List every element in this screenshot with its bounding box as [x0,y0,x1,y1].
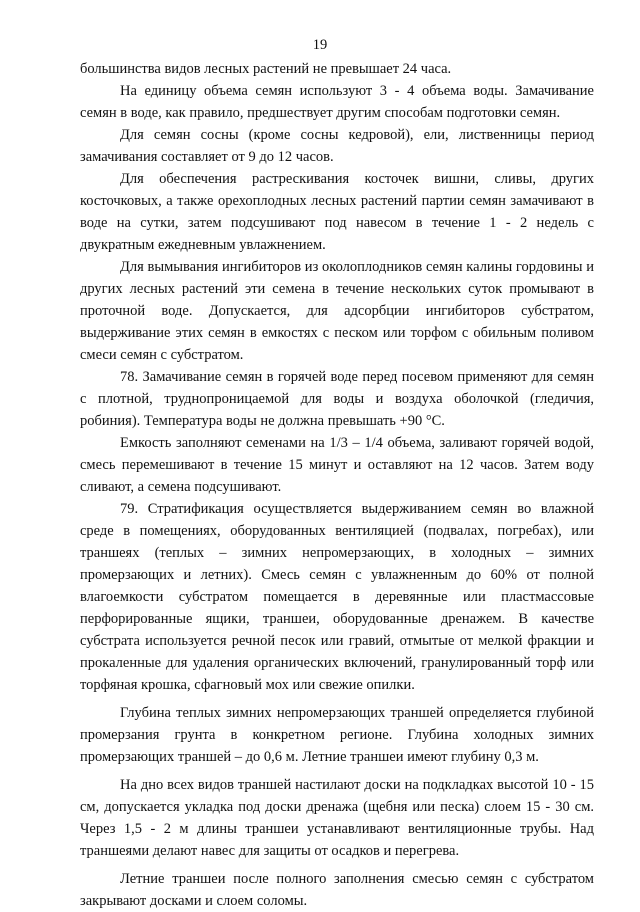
paragraph: 79. Стратификация осуществляется выдерживанием семян во влажной среде в помещениях, оборудованных вентиляцией (подвалах, погребах), или траншеях (теплых – зимних непромерзающих, в холодных – зимних промерзающих и летних). Смесь семян с увлажненным до 60% от полной влагоемкости субстратом помещается в деревянные или пластмассовые перфорированные ящики, траншеи, оборудованные дренажем. В качестве субстрата используется речной песок или гравий, отмытые от мелкой фракции и прокаленные для удаления органических включений, гранулированный торф или торфяная крошка, сфагновый мох или свежие опилки. [80,501,594,693]
document-body [80,58,594,912]
paragraph: На единицу объема семян используют 3 - 4 объема воды. Замачивание семян в воде, как правило, предшествует другим способам подготовки семян. [80,83,594,121]
paragraph: большинства видов лесных растений не превышает 24 часа. [80,61,452,77]
paragraph: Глубина теплых зимних непромерзающих траншей определяется глубиной промерзания грунта в конкретном регионе. Глубина холодных зимних промерзающих траншей – до 0,6 м. Летние траншеи имеют глубину 0,3 м. [80,705,594,765]
paragraph: Для семян сосны (кроме сосны кедровой), ели, лиственницы период замачивания составляет от 9 до 12 часов. [80,127,594,165]
paragraph: 78. Замачивание семян в горячей воде перед посевом применяют для семян с плотной, труднопроницаемой для воды и воздуха оболочкой (гледичия, робиния). Температура воды не должна превышать +90 °С. [80,369,594,429]
paragraph: Для обеспечения растрескивания косточек вишни, сливы, других косточковых, а также орехоплодных лесных растений партии семян замачивают в воде на сутки, затем подсушивают под навесом в течение 1 - 2 недель с двукратным ежедневным увлажнением. [80,171,594,253]
paragraph: Для вымывания ингибиторов из околоплодников семян калины гордовины и других лесных растений эти семена в течение нескольких суток промывают в проточной воде. Допускается, для адсорбции ингибиторов субстратом, выдерживание этих семян в емкостях с песком или торфом с обильным поливом смеси семян с субстратом. [80,259,594,363]
page-number: 19 [312,37,328,53]
paragraph: Летние траншеи после полного заполнения смесью семян с субстратом закрывают досками и слоем соломы. [80,871,594,909]
paragraph: На дно всех видов траншей настилают доски на подкладках высотой 10 - 15 см, допускается укладка под доски дренажа (щебня или песка) слоем 15 - 30 см. Через 1,5 - 2 м длины траншеи устанавливают вентиляционные трубы. Над траншеями делают навес для защиты от осадков и перегрева. [80,777,594,859]
paragraph: Емкость заполняют семенами на 1/3 – 1/4 объема, заливают горячей водой, смесь перемешивают в течение 15 минут и оставляют на 12 часов. Затем воду сливают, а семена подсушивают. [80,435,594,495]
